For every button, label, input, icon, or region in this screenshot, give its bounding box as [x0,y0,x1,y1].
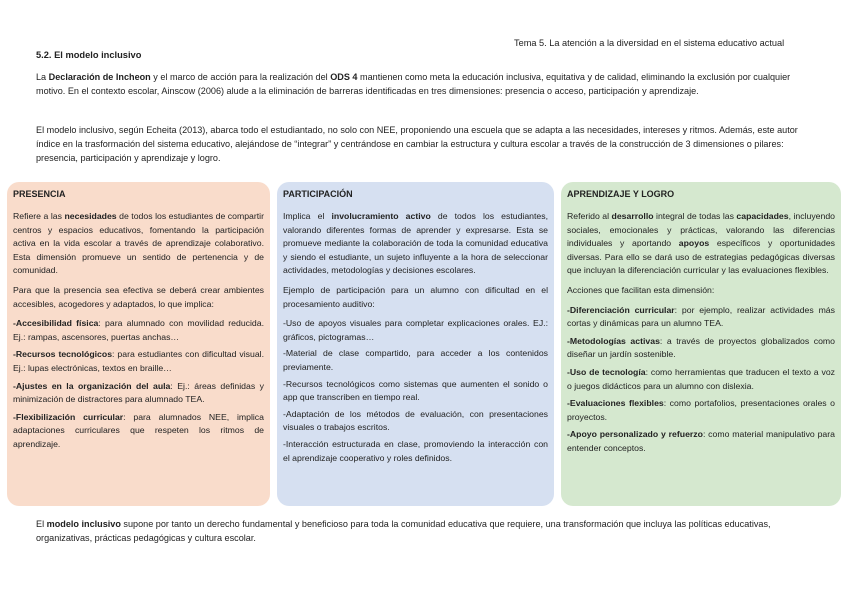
text-run: El modelo inclusivo, según Echeita (2013), abarca todo el estudiantado, no solo con NEE, proponiendo una escuela que se adapta a las necesidades, intereses y ritmos. Además, este autor índice en la trasformación del sistema educativo, alejándose de “integrar” y centrándose en cambiar la estructura y cultura escolar a través de la construcción de 3 dimensiones o pilares: presencia, participación y aprendizaje y logro. [36,125,798,164]
text-run: -Interacción estructurada en clase, promoviendo la interacción con el aprendizaje cooperativo y roles definidos. [283,438,548,463]
text-run: y el marco de acción para la realización del [150,72,331,82]
list-item [283,347,548,374]
list-item [13,348,264,375]
bold-run: involucramiento activo [331,211,431,221]
text-run: : como material manipulativo para entender conceptos. [567,429,835,453]
column-list [13,317,264,451]
bold-run: -Diferenciación curricular [567,304,675,315]
section-title: 5.2. El modelo inclusivo [36,50,142,60]
column-paragraph [13,210,264,278]
text-run: Para que la presencia sea efectiva se deberá crear ambientes accesibles, acogedores y adaptados, lo que implica: [13,284,264,309]
list-item [13,317,264,344]
bold-run: -Accesibilidad física [13,318,99,329]
text-run: La [36,72,49,82]
bold-run: -Apoyo personalizado y refuerzo [567,429,703,440]
bold-run: necesidades [64,211,117,221]
bold-run: desarrollo [611,211,654,221]
column-paragraph [13,284,264,311]
text-run: Implica el [283,211,332,221]
column-participacion [277,182,554,506]
bold-run: ODS 4 [330,72,358,82]
text-run: : por ejemplo, realizar actividades más cortas y dinámicas para un alumno TEA. [567,304,835,329]
column-title: PRESENCIA [13,189,66,199]
text-run: El [36,519,47,529]
text-run: , incluyendo sociales, emocionales y prácticas, valorando las diferencias individuales y aportando [567,211,835,249]
text-run: mantienen como meta la educación inclusiva, equitativa y de calidad, eliminando la exclusión por cualquier motivo. En el contexto escolar, Ainscow (2006) alude a la eliminación de barreras identificadas en tres dimensiones: presencia o acceso, participación y aprendizaje. [36,72,791,97]
bold-run: capacidades [736,211,789,221]
text-run: : para alumnado con movilidad reducida. Ej.: rampas, ascensores, puertas anchas… [13,318,265,342]
column-list [283,317,548,465]
bold-run: -Uso de tecnología [567,366,646,377]
column-paragraph [567,210,835,278]
conclusion-paragraph [36,517,811,545]
intro-paragraph-2 [36,123,811,166]
text-run: supone por tanto un derecho fundamental y beneficioso para toda la comunidad educativa que requiere, una transformación que incluya las políticas educativas, organizativas, prácticas pedagógicas y cultura escolar. [36,519,771,544]
text-run: : para alumnados NEE, implica adaptaciones curriculares que respeten los ritmos de aprendizaje. [13,411,264,449]
text-run: Refiere a las [13,211,65,221]
text-run: : como herramientas que traducen el texto a voz o juegos didácticos para un alumno con dislexia. [567,366,835,391]
list-item [567,366,835,393]
bold-run: -Metodologías activas [567,335,660,346]
column-presencia [7,182,270,506]
list-item [567,304,835,331]
list-item [283,408,548,435]
bold-run: -Evaluaciones flexibles [567,398,664,409]
list-item [13,411,264,452]
text-run: de todos los estudiantes de compartir centros y espacios educativos, fomentando la participación activa en la vida escolar a través de aprendizaje colaborativo. Esta dimensión promueve un sentido de pertenencia y de comunidad. [13,211,264,276]
text-run: : Ej.: áreas definidas y minimización de distractores para alumnado TEA. [13,380,264,405]
column-list [567,304,835,456]
column-title: PARTICIPACIÓN [283,189,353,199]
intro-paragraph-1 [36,70,811,98]
bold-run: Declaración de Incheon [48,72,151,82]
list-item [567,335,835,362]
column-paragraph [283,210,548,278]
bold-run: -Flexibilización curricular [13,411,124,422]
bold-run: apoyos [678,238,710,249]
list-item [567,428,835,455]
text-run: -Material de clase compartido, para acceder a los contenidos previamente. [283,348,548,372]
list-item [283,378,548,405]
running-header: Tema 5. La atención a la diversidad en el sistema educativo actual [514,38,785,48]
text-run: Acciones que facilitan esta dimensión: [567,284,715,295]
column-aprendizaje-y-logro [561,182,841,506]
text-run: Referido al [567,211,612,221]
list-item [13,380,264,407]
text-run: de todos los estudiantes, valorando diferentes formas de aprender y expresarse. Esta se promueve mediante la colaboración de toda la comunidad educativa y siendo el estudiante, un sujeto influyente a la hora de seleccionar actividades, metodologías y decisiones escolares. [283,211,549,276]
bold-run: -Ajustes en la organización del aula [13,380,171,391]
list-item [283,438,548,465]
text-run: Ejemplo de participación para un alumno con dificultad en el procesamiento auditivo: [283,284,548,309]
column-title: APRENDIZAJE Y LOGRO [567,189,675,199]
text-run: integral de todas las [653,211,737,221]
bold-run: -Recursos tecnológicos [13,349,113,360]
list-item [283,317,548,344]
text-run: -Recursos tecnológicos como sistemas que aumenten el sonido o app que transcriben en tiempo real. [283,378,548,403]
text-run: : a través de proyectos globalizados como diseñar un jardín sostenible. [567,335,835,360]
list-item [567,397,835,424]
column-paragraph [283,284,548,311]
column-paragraph [567,284,835,298]
text-run: -Adaptación de los métodos de evaluación, con presentaciones visuales o trabajos escritos. [283,408,548,433]
text-run: : para estudiantes con dificultad visual. Ej.: lupas electrónicas, textos en braille… [13,349,264,373]
bold-run: modelo inclusivo [46,519,121,529]
text-run: -Uso de apoyos visuales para completar explicaciones orales. EJ.: gráficos, pictogramas… [283,318,548,342]
text-run: : como portafolios, presentaciones orales o proyectos. [567,398,835,422]
text-run: específicos y oportunidades diversas. Para ello se dará uso de estrategias pedagógicas diversas que incluyan la diferenciación curricular y las evaluaciones flexibles. [567,238,835,276]
